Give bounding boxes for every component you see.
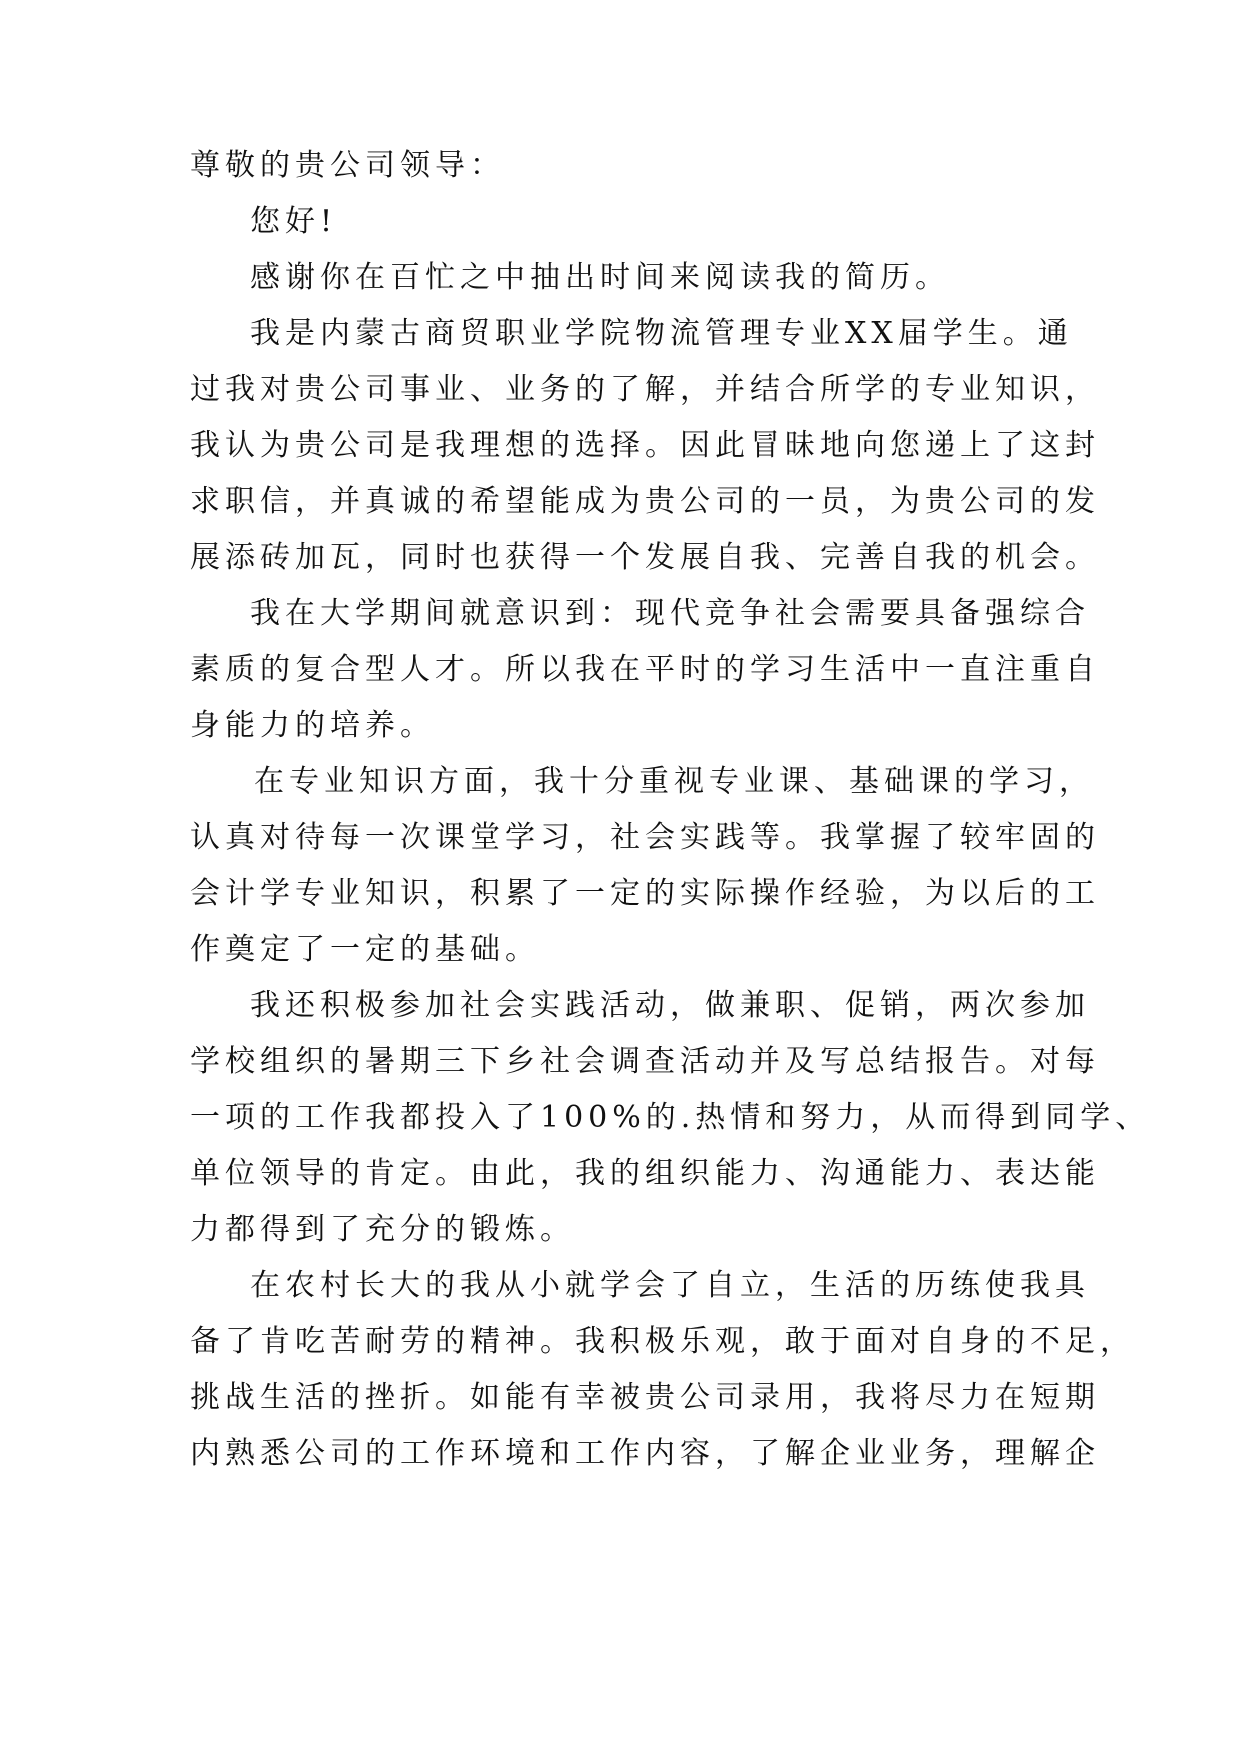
paragraph-line: 感谢你在百忙之中抽出时间来阅读我的简历。 — [250, 260, 950, 295]
paragraph-line: 身能力的培养。 — [190, 708, 435, 743]
greeting: 您好! — [250, 204, 338, 239]
paragraph-line: 我在大学期间就意识到：现代竞争社会需要具备强综合 — [250, 596, 1090, 631]
paragraph-line: 作奠定了一定的基础。 — [190, 932, 540, 967]
paragraph-line: 单位领导的肯定。由此，我的组织能力、沟通能力、表达能 — [190, 1156, 1100, 1191]
paragraph-line: 展添砖加瓦，同时也获得一个发展自我、完善自我的机会。 — [190, 540, 1100, 575]
paragraph-line: 素质的复合型人才。所以我在平时的学习生活中一直注重自 — [190, 652, 1100, 687]
paragraph-line: 我是内蒙古商贸职业学院物流管理专业XX届学生。通 — [250, 316, 1073, 351]
paragraph-line: 备了肯吃苦耐劳的精神。我积极乐观，敢于面对自身的不足， — [190, 1324, 1135, 1359]
paragraph-line: 挑战生活的挫折。如能有幸被贵公司录用，我将尽力在短期 — [190, 1380, 1100, 1415]
paragraph-line: 学校组织的暑期三下乡社会调查活动并及写总结报告。对每 — [190, 1044, 1100, 1079]
paragraph-line: 在农村长大的我从小就学会了自立，生活的历练使我具 — [250, 1268, 1090, 1303]
paragraph-line: 内熟悉公司的工作环境和工作内容，了解企业业务，理解企 — [190, 1436, 1100, 1471]
paragraph-line: 求职信，并真诚的希望能成为贵公司的一员，为贵公司的发 — [190, 484, 1100, 519]
paragraph-line: 力都得到了充分的锻炼。 — [190, 1212, 575, 1247]
paragraph-line: 我还积极参加社会实践活动，做兼职、促销，两次参加 — [250, 988, 1090, 1023]
paragraph-line: 我认为贵公司是我理想的选择。因此冒昧地向您递上了这封 — [190, 428, 1100, 463]
paragraph-line: 过我对贵公司事业、业务的了解，并结合所学的专业知识， — [190, 372, 1100, 407]
paragraph-line: 会计学专业知识，积累了一定的实际操作经验，为以后的工 — [190, 876, 1100, 911]
paragraph-line: 一项的工作我都投入了100%的.热情和努力，从而得到同学、 — [190, 1100, 1151, 1135]
paragraph-line: 在专业知识方面，我十分重视专业课、基础课的学习， — [254, 764, 1094, 799]
paragraph-line: 认真对待每一次课堂学习，社会实践等。我掌握了较牢固的 — [190, 820, 1100, 855]
salutation: 尊敬的贵公司领导： — [190, 148, 505, 183]
